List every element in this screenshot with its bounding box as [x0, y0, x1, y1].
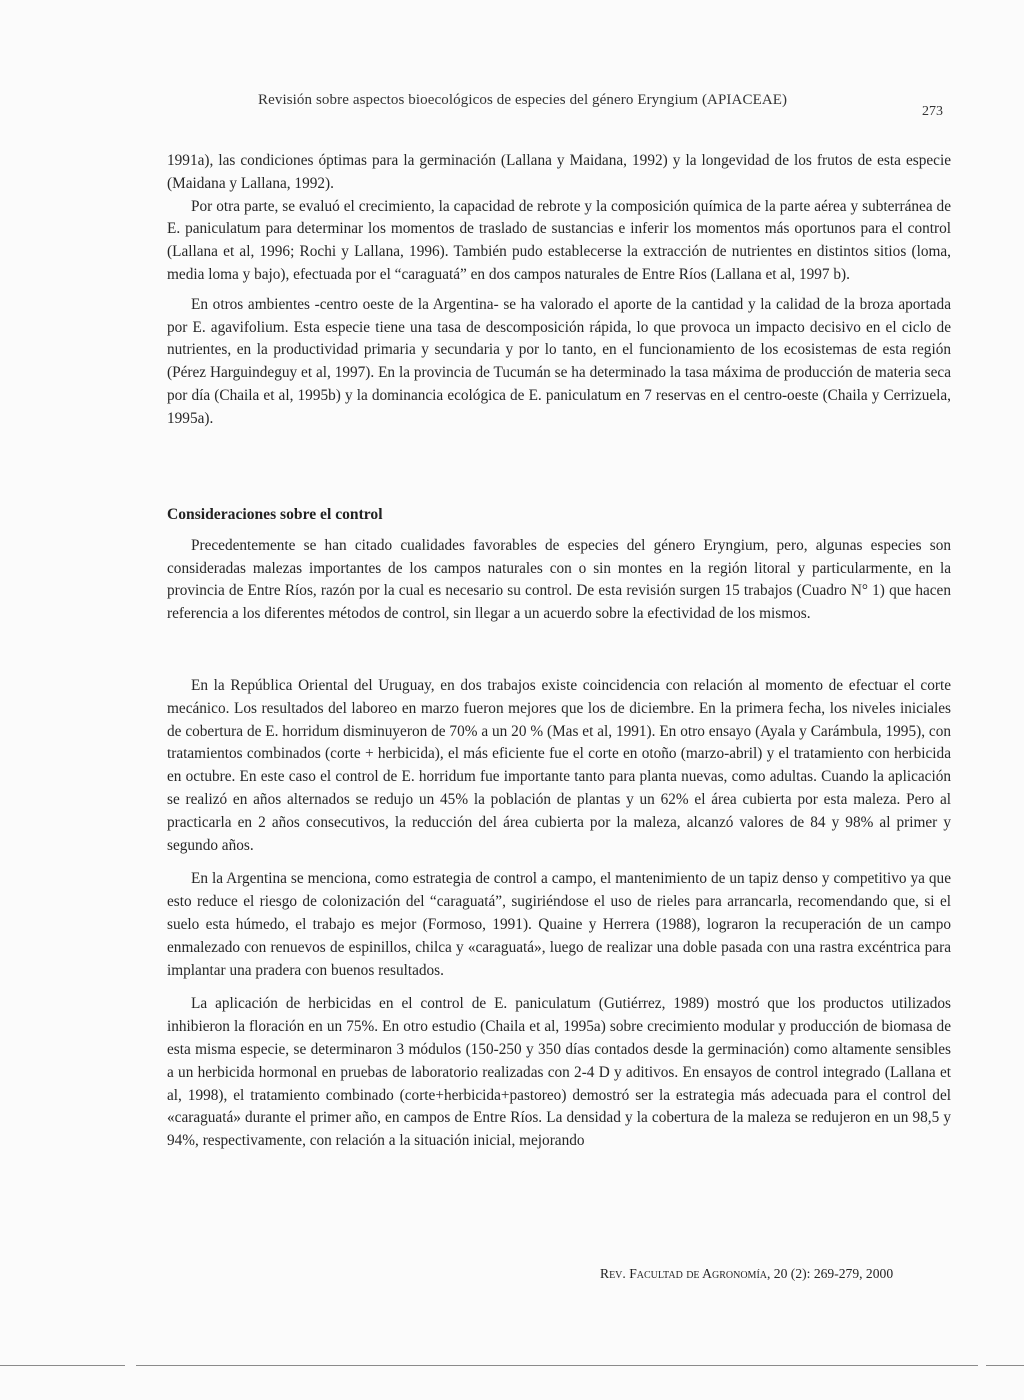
paragraph: Precedentemente se han citado cualidades favorables de especies del género Eryngium, pero, algunas especies son consideradas malezas importantes de los campos naturales con o sin montes en la región litoral y particularmente, en la provincia de Entre Ríos, razón por la cual es necesario su control. De esta revisión surgen 15 trabajos (Cuadro N° 1) que hacen referencia a los diferentes métodos de control, sin llegar a un acuerdo sobre la efectividad de los mismos. — [167, 536, 951, 623]
journal-citation: Rev. Facultad de Agronomía, 20 (2): 269-279, 2000 — [600, 1266, 894, 1281]
footer-rule — [986, 1365, 1024, 1366]
intro-section — [167, 150, 951, 431]
paragraph: En otros ambientes -centro oeste de la Argentina- se ha valorado el aporte de la cantidad y la calidad de la broza aportada por E. agavifolium. Esta especie tiene una tasa de descomposición rápida, lo que provoca un impacto decisivo en el ciclo de nutrientes, en la productividad primaria y secundaria y por lo tanto, en el funcionamiento de los ecosistemas de esta región (Pérez Harguindeguy et al, 1997). En la provincia de Tucumán se ha determinado la tasa máxima de producción de materia seca por día (Chaila et al, 1995b) y la dominancia ecológica de E. paniculatum en 7 reservas en el centro-oeste (Chaila y Cerrizuela, 1995a). — [167, 295, 951, 427]
methods-section — [167, 675, 951, 1153]
page-number: 273 — [922, 104, 943, 119]
paragraph: En la República Oriental del Uruguay, en dos trabajos existe coincidencia con relación al momento de efectuar el corte mecánico. Los resultados del laboreo en marzo fueron mejores que los de diciembre. En la primera fecha, los niveles iniciales de cobertura de E. horridum disminuyeron de 70% a un 20 % (Mas et al, 1991). En otro ensayo (Ayala y Carámbula, 1995), con tratamientos combinados (corte + herbicida), el más eficiente fue el corte en otoño (marzo-abril) y el tratamiento con herbicida en octubre. En este caso el control de E. horridum fue importante tanto para planta nuevas, como adultas. Cuando la aplicación se realizó en años alternados se redujo un 45% la población de plantas y un 62% el área cubierta por esta maleza. Pero al practicarla en 2 años consecutivos, la reducción del área cubierta por la maleza, alcanzó valores de 84 y 98% al primer y segundo años. — [167, 677, 951, 854]
running-head: Revisión sobre aspectos bioecológicos de especies del género Eryngium (APIACEAE) — [258, 92, 788, 108]
paragraph: En la Argentina se menciona, como estrategia de control a campo, el mantenimiento de un tapiz denso y competitivo ya que esto reduce el riesgo de colonización del “caraguatá”, sugiriéndose el uso de rieles para arrancarla, recomendando que, si el suelo esta húmedo, el trabajo es mejor (Formoso, 1991). Quaine y Herrera (1988), lograron la recuperación de un campo enmalezado con renuevos de espinillos, chilca y «caraguatá», luego de realizar una doble pasada con una rastra excéntrica para implantar una pradera con buenos resultados. — [167, 870, 951, 979]
footer-rule — [136, 1365, 978, 1366]
control-section — [167, 504, 951, 626]
paragraph: 1991a), las condiciones óptimas para la germinación (Lallana y Maidana, 1992) y la longevidad de los frutos de esta especie (Maidana y Lallana, 1992). — [167, 152, 951, 192]
section-heading: Consideraciones sobre el control — [167, 506, 383, 523]
paragraph: Por otra parte, se evaluó el crecimiento, la capacidad de rebrote y la composición química de la parte aérea y subterránea de E. paniculatum para determinar los momentos de traslado de sustancias e inferir los momentos más oportunos para el control (Lallana et al, 1996; Rochi y Lallana, 1996). También pudo establecerse la extracción de nutrientes en distintos sitios (loma, media loma y bajo), efectuada por el “caraguatá” en dos campos naturales de Entre Ríos (Lallana et al, 1997 b). — [167, 197, 951, 283]
footer-rule — [0, 1365, 125, 1366]
paragraph: La aplicación de herbicidas en el control de E. paniculatum (Gutiérrez, 1989) mostró que los productos utilizados inhibieron la floración en un 75%. En otro estudio (Chaila et al, 1995a) sobre crecimiento modular y producción de biomasa de esta misma especie, se determinaron 3 módulos (150-250 y 350 días contados desde la germinación) como altamente sensibles a un herbicida hormonal en pruebas de laboratorio realizadas con 2-4 D y aditivos. En ensayos de control integrado (Lallana et al, 1998), el tratamiento combinado (corte+herbicida+pastoreo) demostró ser la estrategia más adecuada para el control del «caraguatá» durante el primer año, en campos de Entre Ríos. La densidad y la cobertura de la maleza se redujeron en un 98,5 y 94%, respectivamente, con relación a la situación inicial, mejorando — [167, 995, 951, 1150]
